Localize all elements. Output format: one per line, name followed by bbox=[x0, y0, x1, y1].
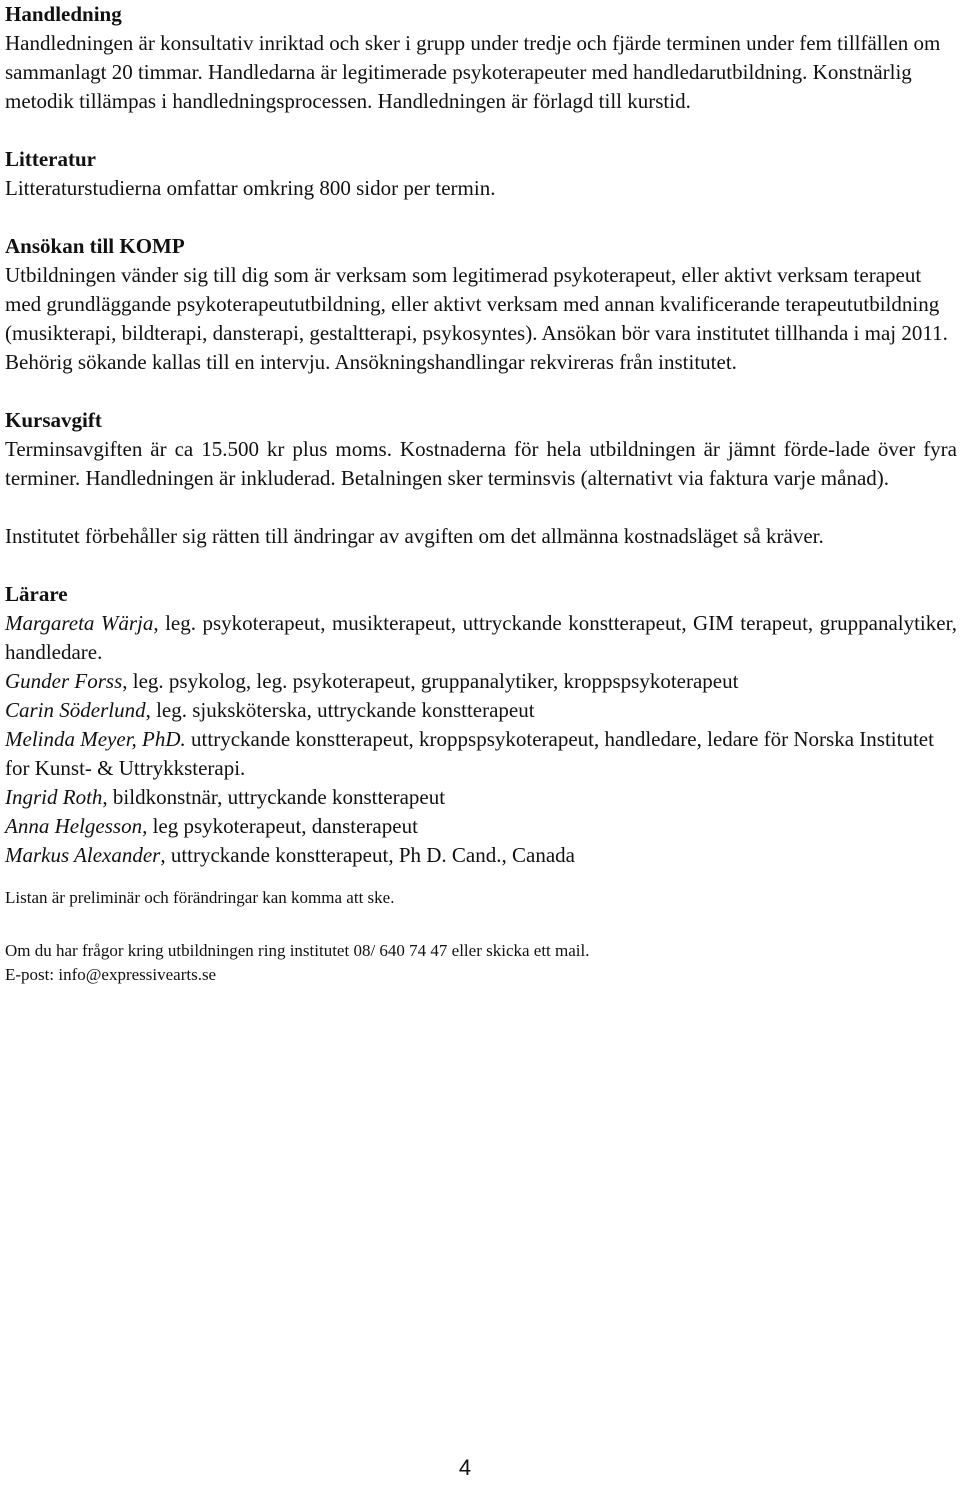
preliminary-note: Listan är preliminär och förändringar kan komma att ske. bbox=[5, 888, 395, 907]
teacher-description: , leg. sjuksköterska, uttryckande konstterapeut bbox=[145, 698, 535, 722]
section-handledning bbox=[5, 0, 957, 116]
teacher-description: , leg. psykoterapeut, musikterapeut, uttryckande konstterapeut, GIM terapeut, gruppanalytiker, handledare. bbox=[5, 611, 957, 664]
teacher-entry bbox=[5, 841, 957, 870]
teacher-entry bbox=[5, 725, 957, 783]
section-ansokan bbox=[5, 232, 957, 377]
teacher-name: Melinda Meyer, PhD. bbox=[5, 727, 186, 751]
kursavgift-reservation: Institutet förbehåller sig rätten till ändringar av avgiften om det allmänna kostnadsläget så kräver. bbox=[5, 524, 824, 548]
teacher-description: , bildkonstnär, uttryckande konstterapeut bbox=[102, 785, 446, 809]
email-note: E-post: info@expressivearts.se bbox=[5, 965, 217, 984]
teacher-description: , leg. psykolog, leg. psykoterapeut, gruppanalytiker, kroppspsykoterapeut bbox=[122, 669, 739, 693]
kursavgift-text: Terminsavgiften är ca 15.500 kr plus moms. Kostnaderna för hela utbildningen är jämnt förde-lade över fyra terminer. Handledningen är inkluderad. Betalningen sker terminsvis (alternativt via faktura varje månad). bbox=[5, 437, 957, 490]
section-larare bbox=[5, 580, 957, 870]
teacher-entry bbox=[5, 609, 957, 667]
page-number: 4 bbox=[458, 1455, 472, 1480]
teacher-name: Ingrid Roth bbox=[5, 785, 103, 809]
litteratur-text: Litteraturstudierna omfattar omkring 800 sidor per termin. bbox=[5, 176, 496, 200]
ansokan-text: Utbildningen vänder sig till dig som är verksam som legitimerad psykoterapeut, eller aktivt verksam terapeut med grundläggande psykoterapeututbildning, eller aktivt verksam med annan kvalificerande terapeututbildning (musikterapi, bildterapi, dansterapi, gestaltterapi, psykosyntes). Ansökan bör vara institutet tillhanda i maj 2011. Behörig sökande kallas till en intervju. Ansökningshandlingar rekvireras från institutet. bbox=[5, 263, 948, 374]
contact-note: Om du har frågor kring utbildningen ring institutet 08/ 640 74 47 eller skicka ett mail. bbox=[5, 941, 590, 960]
section-litteratur bbox=[5, 145, 957, 203]
heading-larare: Lärare bbox=[5, 582, 68, 606]
teacher-name: Margareta Wärja bbox=[5, 611, 154, 635]
heading-handledning: Handledning bbox=[5, 2, 122, 26]
heading-litteratur: Litteratur bbox=[5, 147, 96, 171]
teacher-name: Anna Helgesson, bbox=[5, 814, 148, 838]
teacher-description: , uttryckande konstterapeut, Ph D. Cand., Canada bbox=[160, 843, 575, 867]
section-kursavgift bbox=[5, 406, 957, 551]
teacher-name: Carin Söderlund bbox=[5, 698, 146, 722]
teacher-entry bbox=[5, 696, 957, 725]
teacher-description: leg psykoterapeut, dansterapeut bbox=[147, 814, 418, 838]
heading-ansokan: Ansökan till KOMP bbox=[5, 234, 185, 258]
heading-kursavgift: Kursavgift bbox=[5, 408, 102, 432]
document-page bbox=[5, 0, 957, 987]
teacher-name: Markus Alexander bbox=[5, 843, 161, 867]
teacher-entry bbox=[5, 667, 957, 696]
section-footer-notes bbox=[5, 886, 957, 987]
teacher-name: Gunder Forss bbox=[5, 669, 123, 693]
teacher-entry bbox=[5, 812, 957, 841]
teacher-entry bbox=[5, 783, 957, 812]
teacher-description: uttryckande konstterapeut, kroppspsykoterapeut, handledare, ledare för Norska Institutet for Kunst- & Uttrykksterapi. bbox=[5, 727, 934, 780]
handledning-text: Handledningen är konsultativ inriktad och sker i grupp under tredje och fjärde terminen under fem tillfällen om sammanlagt 20 timmar. Handledarna är legitimerade psykoterapeuter med handledarutbildning. Konstnärlig metodik tillämpas i handledningsprocessen. Handledningen är förlagd till kurstid. bbox=[5, 31, 941, 113]
